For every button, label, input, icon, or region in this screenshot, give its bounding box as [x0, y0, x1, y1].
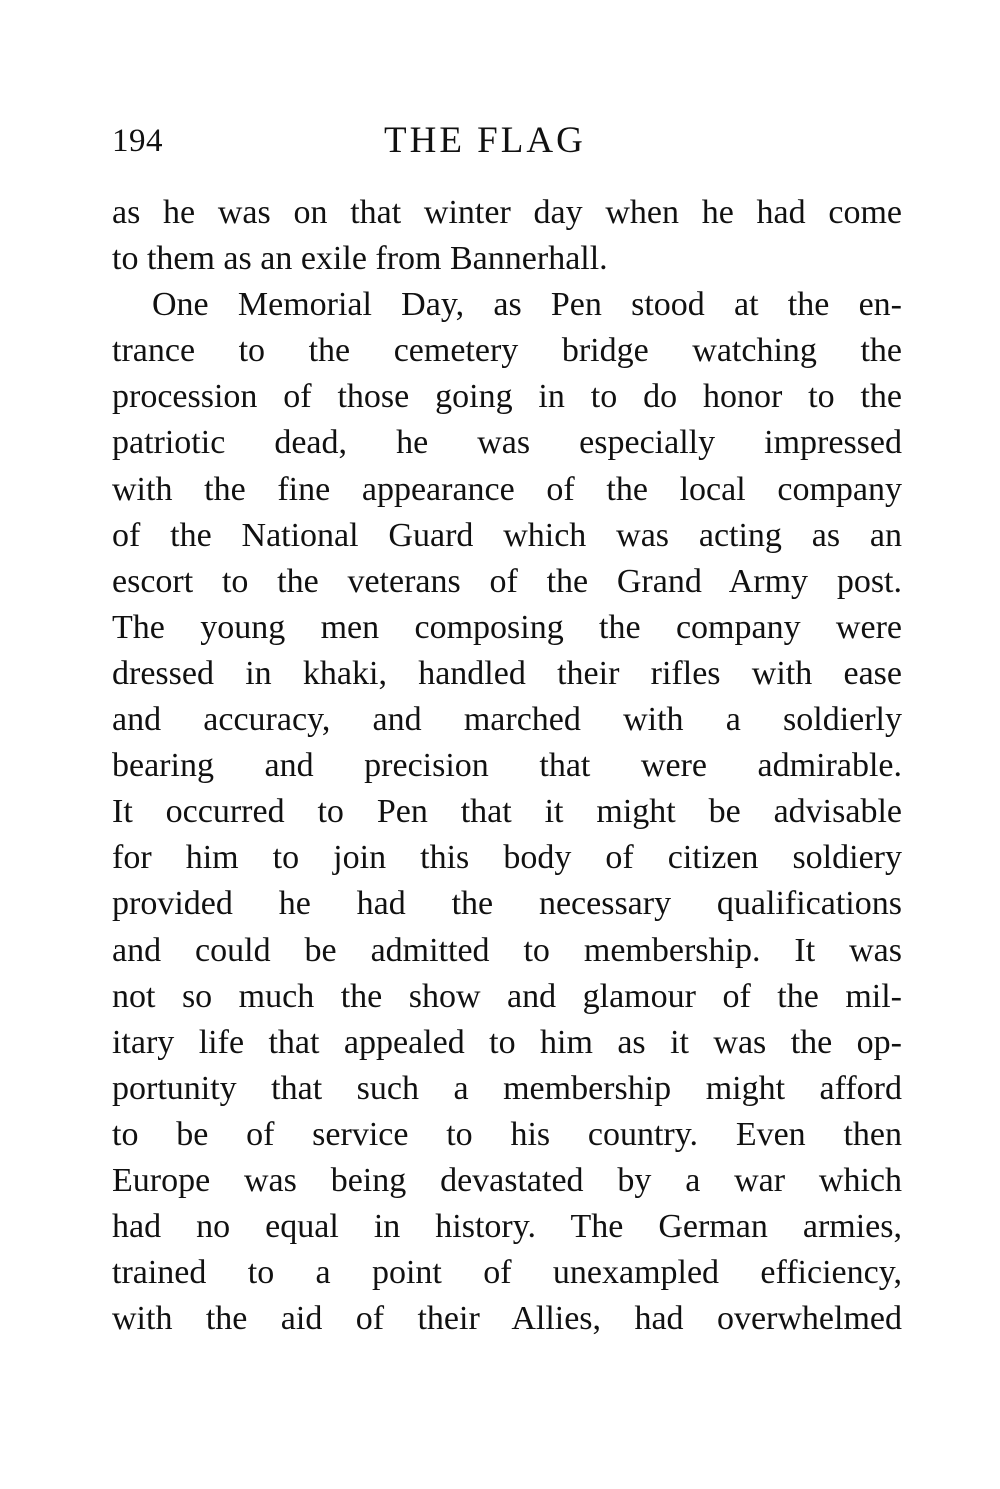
text-line: not so much the show and glamour of the mil- [112, 977, 902, 1015]
text-line: of the National Guard which was acting as an [112, 516, 902, 554]
text-line: The young men composing the company were [112, 608, 902, 646]
text-line: Europe was being devastated by a war which [112, 1161, 902, 1199]
text-line: procession of those going in to do honor to the [112, 378, 902, 416]
text-line: and could be admitted to membership. It was [112, 931, 902, 969]
text-line: portunity that such a membership might afford [112, 1069, 902, 1107]
text-line: trained to a point of unexampled efficiency, [112, 1254, 902, 1292]
text-line: trance to the cemetery bridge watching the [112, 332, 902, 370]
text-line: for him to join this body of citizen soldiery [112, 839, 902, 877]
text-line: and accuracy, and marched with a soldierly [112, 701, 902, 739]
text-line: as he was on that winter day when he had come [112, 194, 902, 231]
page-number: 194 [112, 123, 163, 159]
text-line: had no equal in history. The German armies, [112, 1208, 902, 1246]
text-line: provided he had the necessary qualifications [112, 885, 902, 923]
text-line: escort to the veterans of the Grand Army post. [112, 562, 902, 600]
text-line: to be of service to his country. Even then [112, 1115, 902, 1153]
text-line: with the fine appearance of the local company [112, 470, 902, 508]
text-line: patriotic dead, he was especially impressed [112, 424, 902, 462]
paragraph-start-line: One Memorial Day, as Pen stood at the en- [152, 286, 902, 324]
text-line: dressed in khaki, handled their rifles with ease [112, 654, 902, 692]
text-line: with the aid of their Allies, had overwhelmed [112, 1300, 902, 1338]
body-text [112, 190, 902, 1342]
text-line: itary life that appealed to him as it was the op- [112, 1023, 902, 1061]
paragraph-end-line: to them as an exile from Bannerhall. [112, 240, 608, 278]
running-title: THE FLAG [384, 120, 586, 161]
text-line: It occurred to Pen that it might be advisable [112, 793, 902, 831]
running-head [112, 118, 902, 164]
text-line: bearing and precision that were admirable. [112, 747, 902, 785]
